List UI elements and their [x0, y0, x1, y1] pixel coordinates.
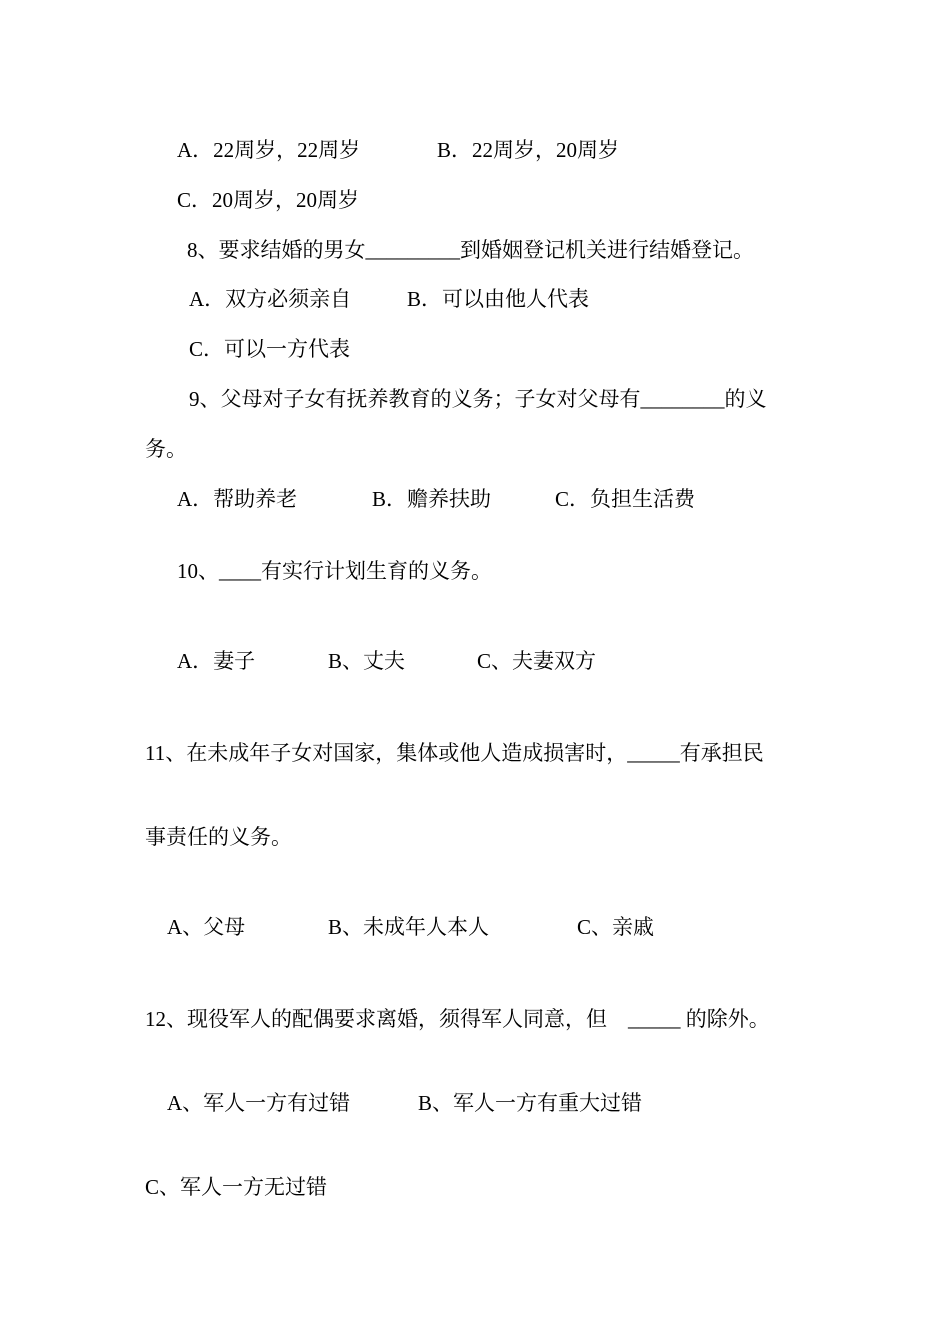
q10-option-c: C、夫妻双方: [477, 649, 597, 673]
q7-option-b: B．22周岁，20周岁: [437, 138, 620, 162]
q9-stem-line1: 9、父母对子女有抚养教育的义务；子女对父母有________的义: [189, 387, 767, 411]
q9-option-c: C．负担生活费: [555, 487, 696, 511]
q12-stem: 12、现役军人的配偶要求离婚，须得军人同意，但 _____ 的除外。: [145, 1007, 770, 1031]
q10-option-a: A．妻子: [177, 649, 256, 673]
q11-stem-line1: 11、在未成年子女对国家，集体或他人造成损害时，_____有承担民: [145, 741, 764, 765]
q8-stem: 8、要求结婚的男女_________到婚姻登记机关进行结婚登记。: [187, 238, 754, 262]
q9-stem-line2: 务。: [145, 437, 187, 461]
q12-option-a: A、军人一方有过错: [167, 1091, 351, 1115]
q10-option-b: B、丈夫: [328, 649, 406, 673]
q8-option-c: C．可以一方代表: [189, 337, 351, 361]
q10-stem: 10、____有实行计划生育的义务。: [177, 559, 492, 583]
q7-option-a: A．22周岁，22周岁: [177, 138, 361, 162]
q11-option-a: A、父母: [167, 915, 246, 939]
q11-option-c: C、亲戚: [577, 915, 655, 939]
q8-option-b: B．可以由他人代表: [407, 287, 590, 311]
q9-option-a: A．帮助养老: [177, 487, 298, 511]
q12-option-c: C、军人一方无过错: [145, 1175, 328, 1199]
q11-stem-line2: 事责任的义务。: [145, 825, 292, 849]
q11-option-b: B、未成年人本人: [328, 915, 490, 939]
q12-option-b: B、军人一方有重大过错: [418, 1091, 643, 1115]
q9-option-b: B．赡养扶助: [372, 487, 492, 511]
q7-option-c: C．20周岁，20周岁: [177, 188, 360, 212]
q8-option-a: A．双方必须亲自: [189, 287, 352, 311]
